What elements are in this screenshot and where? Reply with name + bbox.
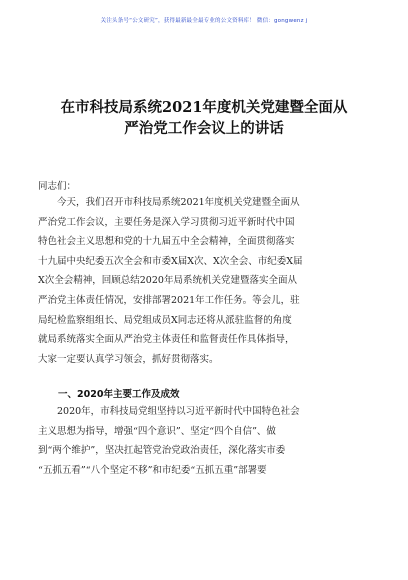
text-line: 到“两个维护”，坚决扛起管党治党政治责任，深化落实市委 [38,445,286,457]
text-line: 特色社会主义思想和党的十九届五中全会精神，全面贯彻落实 [38,236,295,248]
document-title [40,97,368,139]
header-banner: 关注头条号“公文研究”，获得最新最全最专业的公文资料库！ 微信：gongwenz j [100,18,308,24]
greeting: 同志们： [38,181,77,192]
paragraph-2 [38,402,372,480]
title-line: 在市科技局系统2021年度机关党建暨全面从 [60,99,348,116]
text-line: 十九届中央纪委五次全会和市委X届X次、X次全会、市纪委X届 [38,255,303,267]
text-line: 严治党主体责任情况，安排部署2021年工作任务。等会儿，驻 [38,294,300,306]
text-line: 今天，我们召开市科技局系统2021年度机关党建暨全面从 [38,197,300,208]
text-line: 严治党工作会议，主要任务是深入学习贯彻习近平新时代中国 [38,216,295,228]
title-line: 严治党工作会议上的讲话 [124,120,284,137]
text-line: 就局系统落实全面从严治党主体责任和监督责任作具体指导， [38,334,295,346]
text-line: 2020年，市科技局党组坚持以习近平新时代中国特色社会 [38,406,300,417]
text-line: 主义思想为指导，增强“四个意识”、坚定“四个自信”、做 [38,425,276,437]
text-line: “五抓五看”“八个坚定不移”和市纪委“五抓五重”部署要 [38,464,267,476]
section-heading: 一、2020年主要工作及成效 [58,389,180,400]
text-line: X次全会精神，回顾总结2020年局系统机关党建暨落实全面从 [38,275,297,287]
paragraph-1 [38,193,372,369]
text-line: 局纪检监察组组长、局党组成员X同志还将从派驻监督的角度 [38,314,292,326]
text-line: 大家一定要认真学习领会，抓好贯彻落实。 [38,353,219,365]
